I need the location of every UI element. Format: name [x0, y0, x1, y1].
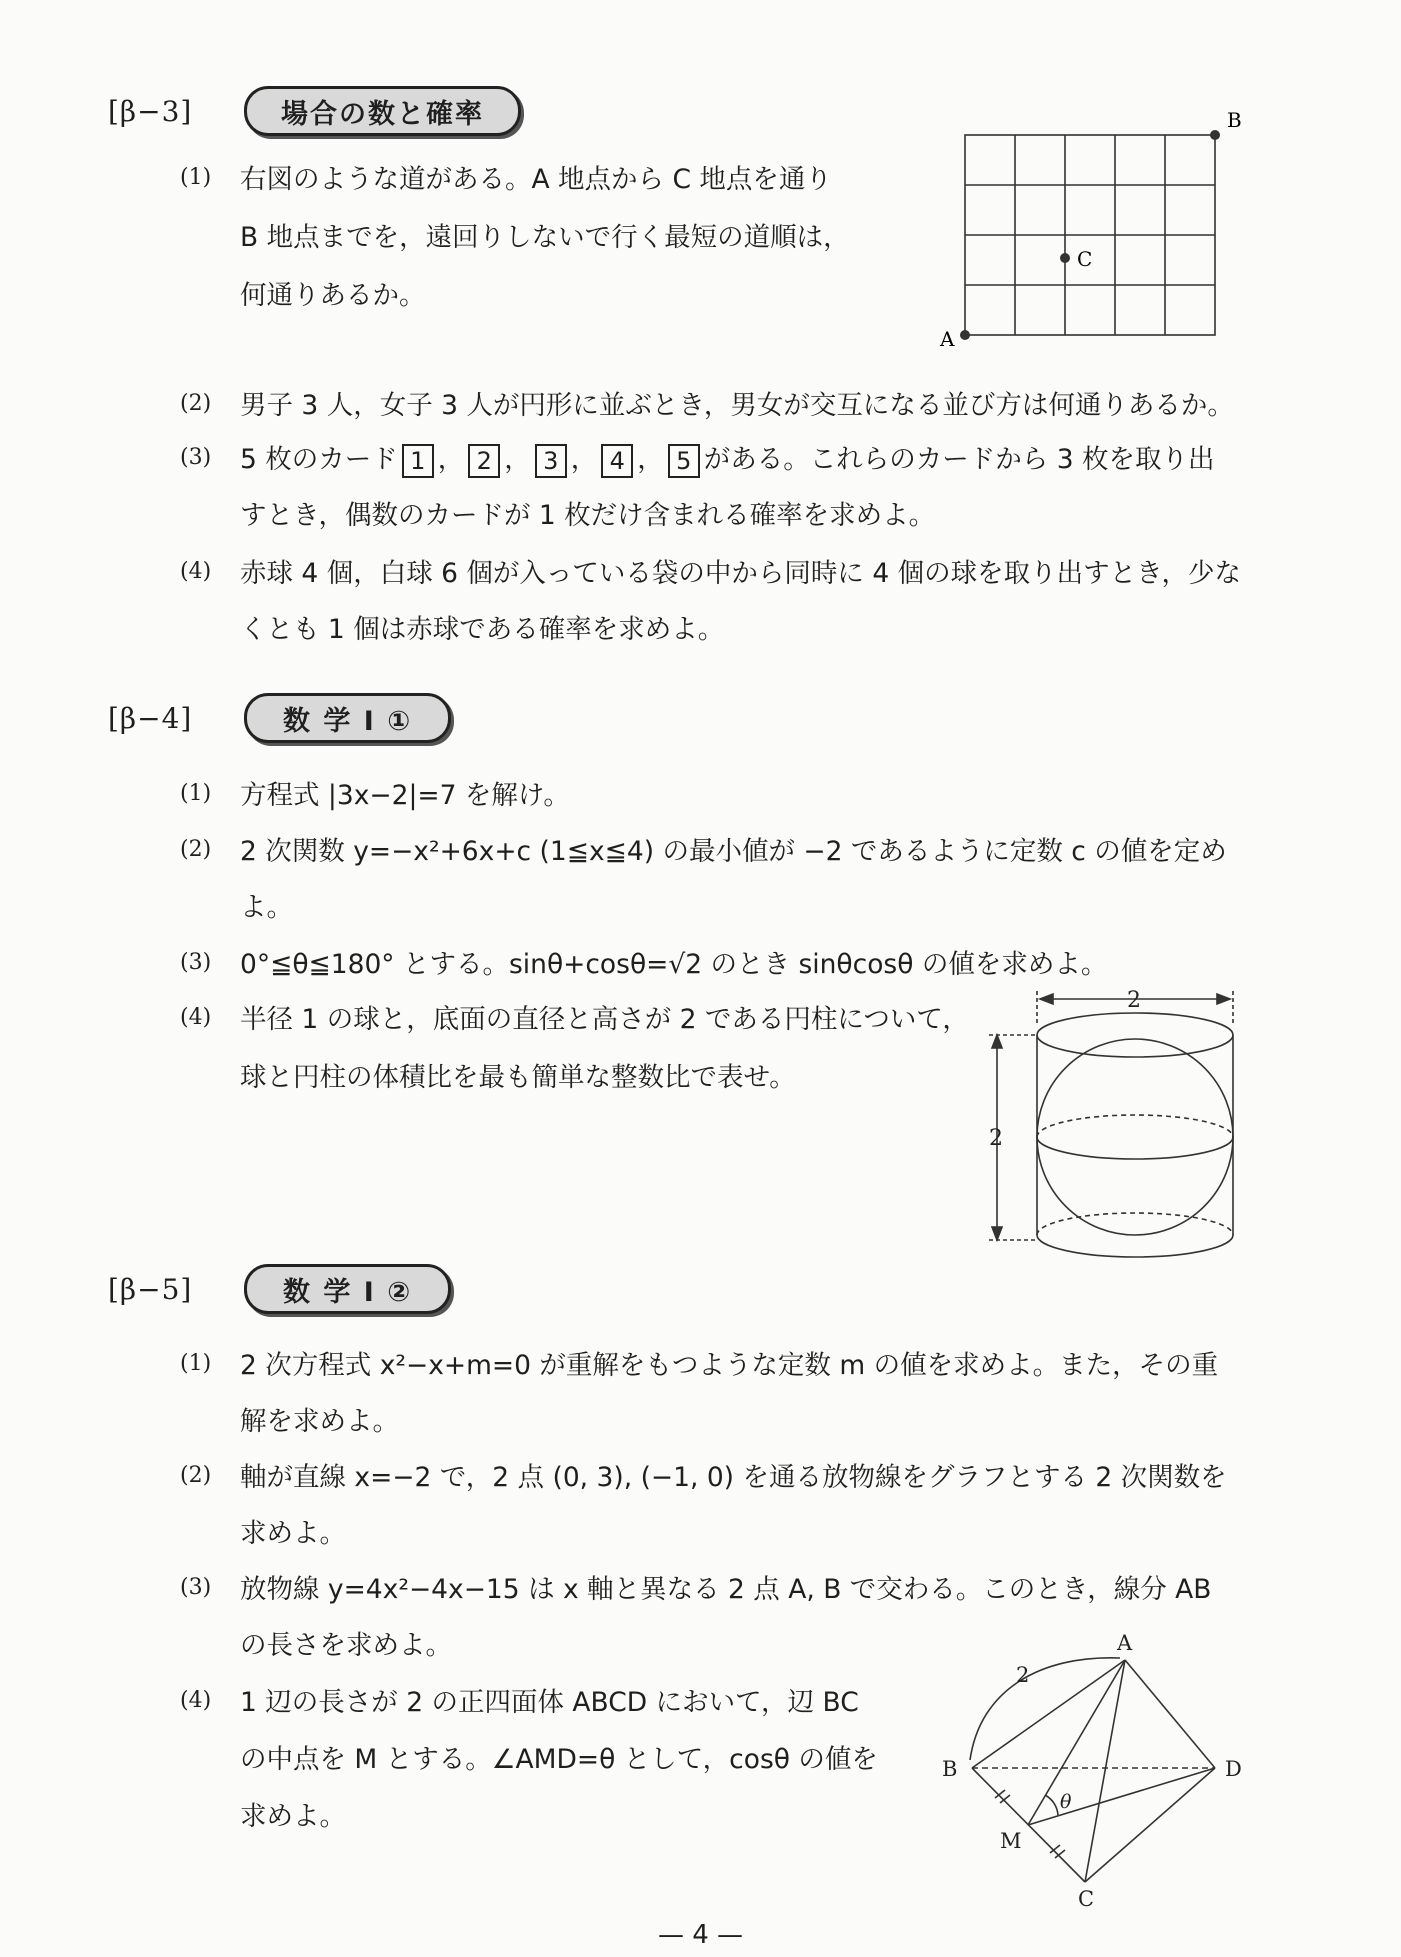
cards-prefix: 5 枚のカード: [240, 444, 398, 475]
question-text: 軸が直線 x=−2 で，2 点 (0, 3), (−1, 0) を通る放物線をグラフとする 2 次関数を: [240, 1462, 1227, 1493]
question-number: (3): [180, 445, 212, 470]
edge-cd: [1085, 1768, 1215, 1882]
edge-ab: [972, 1660, 1125, 1768]
section-code: [β−3]: [108, 94, 193, 128]
sphere-equator-back: [1037, 1115, 1233, 1137]
page-number: — 4 —: [657, 1920, 744, 1950]
question-number: (2): [180, 1463, 212, 1488]
question-text: B 地点までを，遠回りしないで行く最短の道順は，: [240, 222, 850, 253]
question-number: (3): [180, 950, 212, 975]
question-number: (4): [180, 1688, 212, 1713]
cylinder-bottom-front: [1037, 1235, 1233, 1257]
question-number: (3): [180, 1575, 212, 1600]
question-number: (4): [180, 559, 212, 584]
label-b: B: [942, 1757, 958, 1781]
question-text: 何通りあるか。: [240, 280, 426, 311]
question-text: 半径 1 の球と，底面の直径と高さが 2 である円柱について，: [240, 1004, 969, 1035]
card-1: 1: [402, 444, 434, 478]
question-text: の長さを求めよ。: [240, 1630, 452, 1661]
question-text-cards: 5 枚のカード 1 ， 2 ， 3 ， 4 ， 5 がある。これらのカードから 3 枚を取り出: [240, 432, 1215, 488]
card-5: 5: [668, 444, 700, 478]
question-text: よ。: [240, 892, 293, 923]
question-text: 球と円柱の体積比を最も簡単な整数比で表せ。: [240, 1062, 796, 1093]
question-text: の中点を M とする。∠AMD=θ として，cosθ の値を: [240, 1744, 878, 1775]
question-number: (4): [180, 1005, 212, 1030]
question-number: (1): [180, 781, 212, 806]
height-label: 2: [989, 1126, 1003, 1151]
question-text: 1 辺の長さが 2 の正四面体 ABCD において，辺 BC: [240, 1687, 859, 1718]
label-d: D: [1225, 1757, 1242, 1781]
question-text: 男子 3 人，女子 3 人が円形に並ぶとき，男女が交互になる並び方は何通りあるか。: [240, 390, 1234, 421]
cards-suffix: がある。これらのカードから 3 枚を取り出: [703, 444, 1215, 475]
sphere: [1037, 1039, 1233, 1235]
question-text: 2 次関数 y=−x²+6x+c (1≦x≦4) の最小値が −2 であるように定数 c の値を定め: [240, 836, 1227, 867]
cylinder-bottom-back: [1037, 1213, 1233, 1235]
section-header-beta4: [108, 693, 451, 743]
point-a: [960, 330, 970, 340]
question-text: 求めよ。: [240, 1518, 346, 1549]
label-c: C: [1078, 1887, 1095, 1910]
section-header-beta5: [108, 1264, 451, 1314]
tetrahedron-figure: [930, 1630, 1260, 1910]
edge-ad: [1125, 1660, 1215, 1768]
question-text: 0°≦θ≦180° とする。sinθ+cosθ=√2 のとき sinθcosθ の値を求めよ。: [240, 949, 1108, 980]
edge-label: 2: [1016, 1663, 1030, 1687]
question-text: 右図のような道がある。A 地点から C 地点を通り: [240, 164, 832, 195]
question-text: 赤球 4 個，白球 6 個が入っている袋の中から同時に 4 個の球を取り出すとき，少な: [240, 558, 1242, 589]
question-text: 放物線 y=4x²−4x−15 は x 軸と異なる 2 点 A, B で交わる。このとき，線分 AB: [240, 1574, 1212, 1605]
question-text: 2 次方程式 x²−x+m=0 が重解をもつような定数 m の値を求めよ。また，その重: [240, 1350, 1219, 1381]
width-label: 2: [1127, 988, 1141, 1013]
section-code: [β−5]: [108, 1272, 193, 1306]
cylinder-top: [1037, 1013, 1233, 1057]
label-m: M: [1000, 1829, 1022, 1853]
question-number: (1): [180, 1351, 212, 1376]
question-text: 方程式 |3x−2|=7 を解け。: [240, 780, 570, 811]
label-b: B: [1227, 110, 1242, 132]
section-title-pill: 数 学 Ⅰ ①: [244, 693, 451, 743]
question-text: 解を求めよ。: [240, 1406, 399, 1437]
grid-lines: [965, 135, 1215, 335]
angle-label: θ: [1060, 1791, 1072, 1813]
point-c: [1060, 253, 1070, 263]
question-number: (2): [180, 837, 212, 862]
label-c: C: [1077, 247, 1093, 271]
question-text: 求めよ。: [240, 1801, 346, 1832]
question-text: くとも 1 個は赤球である確率を求めよ。: [240, 614, 725, 645]
question-number: (1): [180, 165, 212, 190]
question-number: (2): [180, 391, 212, 416]
road-grid-figure: [920, 110, 1250, 360]
card-4: 4: [601, 444, 633, 478]
sphere-equator-front: [1037, 1137, 1233, 1159]
angle-arc: [1045, 1795, 1058, 1815]
section-code: [β−4]: [108, 701, 193, 735]
card-3: 3: [535, 444, 567, 478]
section-header-beta3: [108, 86, 521, 136]
section-title-pill: 場合の数と確率: [244, 86, 521, 136]
label-a: A: [940, 327, 955, 351]
point-b: [1210, 130, 1220, 140]
section-title-pill: 数 学 Ⅰ ②: [244, 1264, 451, 1314]
cylinder-sphere-figure: [975, 985, 1255, 1265]
question-text: すとき，偶数のカードが 1 枚だけ含まれる確率を求めよ。: [240, 500, 936, 531]
edge-length-arc: [970, 1658, 1120, 1760]
label-a: A: [1117, 1631, 1133, 1655]
card-2: 2: [468, 444, 500, 478]
